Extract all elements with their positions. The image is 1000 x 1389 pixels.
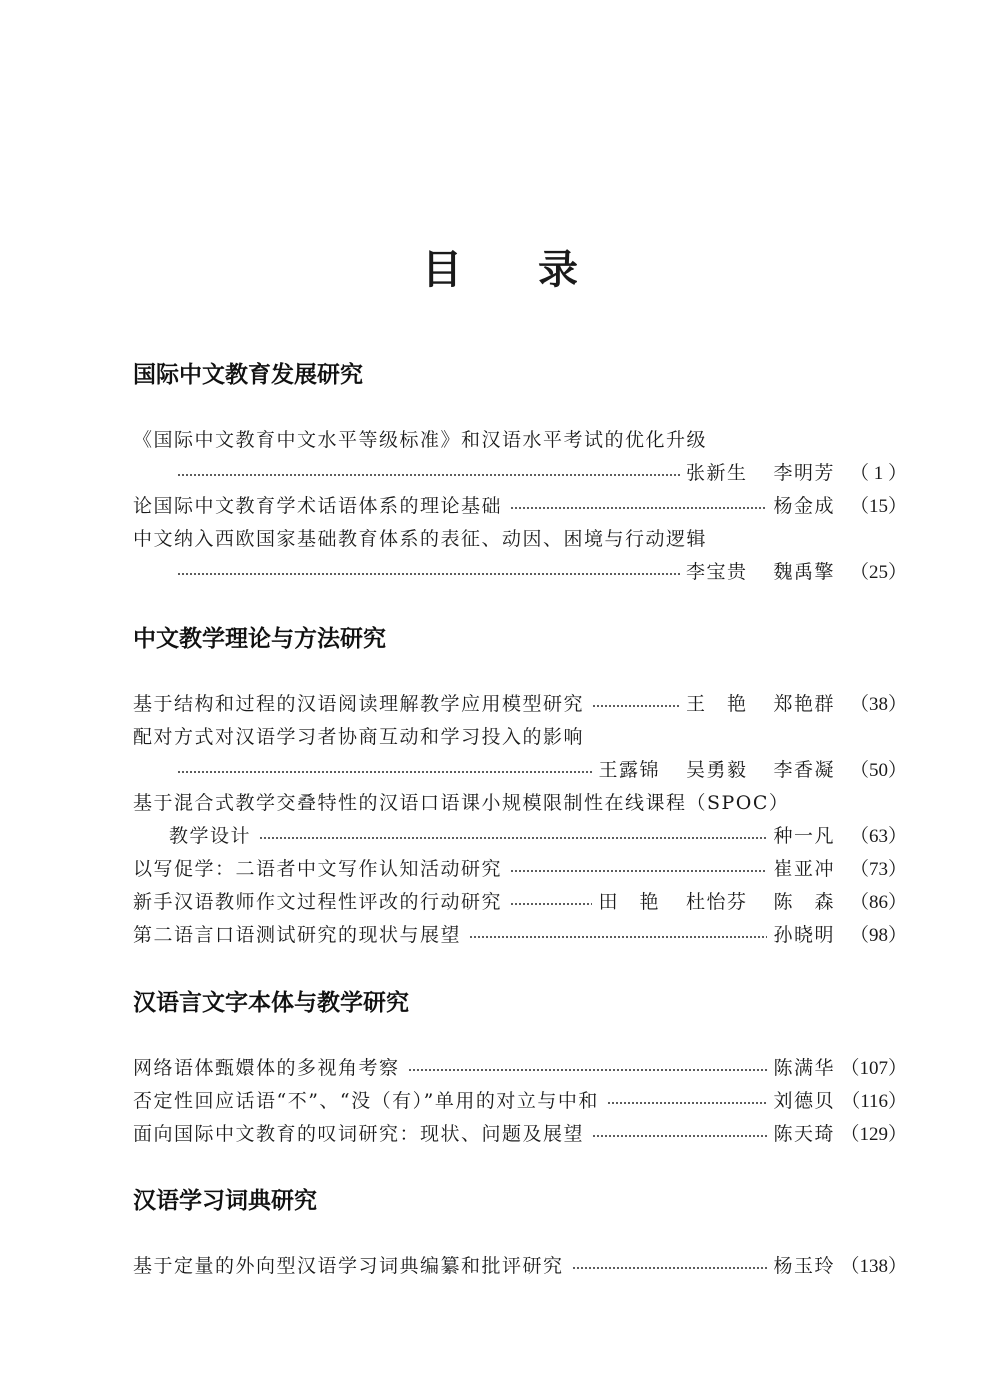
leader-dots [469,935,767,939]
toc-entry[interactable] [133,488,907,521]
entry-authors: 陈天琦 [773,1123,835,1145]
entry-page: （15） [849,496,907,517]
entry-authors: 种一凡 [773,825,835,847]
leader-dots [592,704,680,708]
entry-page: （86） [849,892,907,913]
leader-dots [592,1134,767,1138]
section-title: 中文教学理论与方法研究 [133,626,386,652]
entry-authors: 陈满华 [773,1057,835,1079]
entry-title: 新手汉语教师作文过程性评改的行动研究 [133,891,503,913]
entry-authors: 崔亚冲 [773,858,835,880]
page-title-char: 录 [538,247,578,293]
entry-authors: 李宝贵 魏禹擎 [685,561,835,583]
entry-title: 中文纳入西欧国家基础教育体系的表征、动因、困境与行动逻辑 [133,528,708,550]
section-title: 汉语学习词典研究 [133,1188,317,1214]
toc-section [133,988,907,1149]
entry-title: 基于结构和过程的汉语阅读理解教学应用模型研究 [133,693,585,715]
entry-page: （116） [841,1091,907,1112]
toc-entry[interactable] [133,851,907,884]
entry-page: （50） [849,760,907,781]
toc-section [133,624,907,950]
leader-dots [572,1266,768,1270]
entry-authors: 孙晓明 [773,924,835,946]
entry-page: （107） [840,1058,907,1079]
entry-authors: 田 艳 杜怡芬 陈 森 [598,891,835,913]
entry-page: （129） [840,1124,907,1145]
entry-title: 配对方式对汉语学习者协商互动和学习投入的影响 [133,726,585,748]
toc-entry[interactable] [133,917,907,950]
page-title-char: 目 [422,247,462,293]
page-title [0,238,1000,295]
entry-title: 以写促学：二语者中文写作认知活动研究 [133,858,503,880]
entry-page: （ 1 ） [849,463,907,484]
entry-authors: 杨金成 [773,495,835,517]
entry-authors: 王露锦 吴勇毅 李香凝 [598,759,835,781]
toc-entry[interactable] [133,1248,907,1281]
toc-entry[interactable] [133,1116,907,1149]
toc-section [133,360,907,587]
entry-title-continuation: 教学设计 [169,825,252,847]
entry-title: 面向国际中文教育的叹词研究：现状、问题及展望 [133,1123,585,1145]
entry-page: （98） [849,925,907,946]
entry-title: 网络语体甄嬛体的多视角考察 [133,1057,400,1079]
leader-dots [259,836,767,840]
entry-authors: 刘德贝 [773,1090,835,1112]
section-title: 汉语言文字本体与教学研究 [133,990,409,1016]
leader-dots [177,770,592,774]
entry-page: （63） [849,826,907,847]
leader-dots [510,506,767,510]
leader-dots [607,1101,768,1105]
entry-page: （138） [840,1256,907,1277]
leader-dots [177,572,680,576]
toc-section [133,1186,907,1281]
entry-title: 基于混合式教学交叠特性的汉语口语课小规模限制性在线课程（SPOC） [133,792,790,814]
toc-entry[interactable] [133,1083,907,1116]
section-title: 国际中文教育发展研究 [133,362,363,388]
leader-dots [177,473,680,477]
leader-dots [408,1068,768,1072]
toc-entry[interactable] [133,521,907,587]
entry-title: 基于定量的外向型汉语学习词典编纂和批评研究 [133,1255,564,1277]
toc-entry[interactable] [133,884,907,917]
entry-page: （25） [849,562,907,583]
toc-entry[interactable] [133,719,907,785]
entry-authors: 张新生 李明芳 [685,462,835,484]
toc-entry[interactable] [133,686,907,719]
entry-title: 论国际中文教育学术话语体系的理论基础 [133,495,503,517]
entry-authors: 王 艳 郑艳群 [685,693,835,715]
leader-dots [510,869,767,873]
leader-dots [510,902,592,906]
entry-title: 否定性回应话语“不”、“没（有）”单用的对立与中和 [133,1090,599,1112]
entry-page: （38） [849,694,907,715]
toc-entry[interactable] [133,785,907,851]
entry-title: 第二语言口语测试研究的现状与展望 [133,924,462,946]
entry-authors: 杨玉玲 [773,1255,835,1277]
toc-entry[interactable] [133,422,907,488]
entry-page: （73） [849,859,907,880]
toc-entry[interactable] [133,1050,907,1083]
entry-title: 《国际中文教育中文水平等级标准》和汉语水平考试的优化升级 [133,429,708,451]
